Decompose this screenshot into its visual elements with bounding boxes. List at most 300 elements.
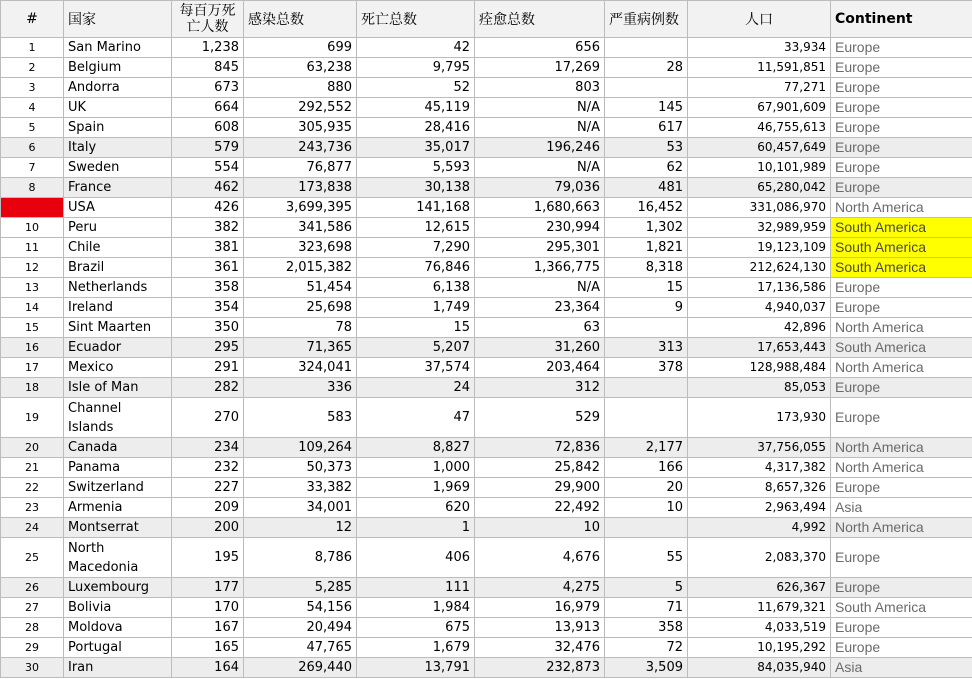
total-deaths-cell[interactable]: 52 [357, 78, 475, 98]
header-deaths-per-million[interactable]: 每百万死亡人数 [172, 1, 244, 38]
total-cases-cell[interactable]: 47,765 [244, 638, 357, 658]
country-cell[interactable]: Italy [64, 138, 172, 158]
total-cases-cell[interactable]: 33,382 [244, 478, 357, 498]
total-deaths-cell[interactable]: 1,749 [357, 298, 475, 318]
header-total-cases[interactable]: 感染总数 [244, 1, 357, 38]
continent-cell[interactable]: Europe [831, 538, 972, 578]
header-row [1, 1, 972, 38]
rank-cell[interactable]: 16 [1, 338, 64, 358]
population-cell[interactable]: 84,035,940 [688, 658, 831, 678]
population-cell[interactable]: 17,653,443 [688, 338, 831, 358]
table-row [1, 78, 972, 98]
population-cell[interactable]: 4,940,037 [688, 298, 831, 318]
table-row [1, 338, 972, 358]
serious-cell[interactable]: 71 [605, 598, 688, 618]
deaths-per-million-cell[interactable]: 232 [172, 458, 244, 478]
total-cases-cell[interactable]: 5,285 [244, 578, 357, 598]
country-cell[interactable]: Andorra [64, 78, 172, 98]
rank-cell[interactable]: 23 [1, 498, 64, 518]
table-row [1, 98, 972, 118]
deaths-per-million-cell[interactable]: 270 [172, 398, 244, 438]
country-cell[interactable]: Peru [64, 218, 172, 238]
country-cell[interactable]: Luxembourg [64, 578, 172, 598]
table-row [1, 158, 972, 178]
continent-cell[interactable]: Asia [831, 658, 972, 678]
total-cases-cell[interactable]: 323,698 [244, 238, 357, 258]
total-deaths-cell[interactable]: 45,119 [357, 98, 475, 118]
total-deaths-cell[interactable]: 1,969 [357, 478, 475, 498]
continent-cell[interactable]: Europe [831, 58, 972, 78]
total-deaths-cell[interactable]: 30,138 [357, 178, 475, 198]
table-row [1, 58, 972, 78]
population-cell[interactable]: 85,053 [688, 378, 831, 398]
deaths-per-million-cell[interactable]: 361 [172, 258, 244, 278]
total-recovered-cell[interactable]: N/A [475, 278, 605, 298]
total-recovered-cell[interactable]: 29,900 [475, 478, 605, 498]
continent-cell[interactable]: North America [831, 438, 972, 458]
deaths-per-million-cell[interactable]: 462 [172, 178, 244, 198]
total-deaths-cell[interactable]: 76,846 [357, 258, 475, 278]
total-cases-cell[interactable]: 54,156 [244, 598, 357, 618]
total-recovered-cell[interactable]: 529 [475, 398, 605, 438]
deaths-per-million-cell[interactable]: 673 [172, 78, 244, 98]
continent-cell[interactable]: Europe [831, 118, 972, 138]
total-deaths-cell[interactable]: 15 [357, 318, 475, 338]
total-recovered-cell[interactable]: 10 [475, 518, 605, 538]
population-cell[interactable]: 11,679,321 [688, 598, 831, 618]
total-recovered-cell[interactable]: 230,994 [475, 218, 605, 238]
country-cell[interactable]: Sint Maarten [64, 318, 172, 338]
serious-cell[interactable]: 1,821 [605, 238, 688, 258]
deaths-per-million-cell[interactable]: 354 [172, 298, 244, 318]
total-recovered-cell[interactable]: 1,680,663 [475, 198, 605, 218]
population-cell[interactable]: 173,930 [688, 398, 831, 438]
total-recovered-cell[interactable]: 196,246 [475, 138, 605, 158]
serious-cell[interactable]: 166 [605, 458, 688, 478]
deaths-per-million-cell[interactable]: 554 [172, 158, 244, 178]
serious-cell[interactable]: 20 [605, 478, 688, 498]
header-total-deaths[interactable]: 死亡总数 [357, 1, 475, 38]
deaths-per-million-cell[interactable]: 350 [172, 318, 244, 338]
table-row [1, 118, 972, 138]
serious-cell[interactable]: 145 [605, 98, 688, 118]
total-recovered-cell[interactable]: 22,492 [475, 498, 605, 518]
rank-cell[interactable]: 13 [1, 278, 64, 298]
serious-cell[interactable]: 358 [605, 618, 688, 638]
total-deaths-cell[interactable]: 35,017 [357, 138, 475, 158]
total-cases-cell[interactable]: 109,264 [244, 438, 357, 458]
total-deaths-cell[interactable]: 13,791 [357, 658, 475, 678]
header-serious[interactable]: 严重病例数 [605, 1, 688, 38]
rank-cell[interactable]: 25 [1, 538, 64, 578]
total-deaths-cell[interactable]: 620 [357, 498, 475, 518]
total-deaths-cell[interactable]: 6,138 [357, 278, 475, 298]
country-cell[interactable]: Sweden [64, 158, 172, 178]
population-cell[interactable]: 128,988,484 [688, 358, 831, 378]
country-cell[interactable]: Portugal [64, 638, 172, 658]
total-recovered-cell[interactable]: 23,364 [475, 298, 605, 318]
table-row [1, 618, 972, 638]
total-cases-cell[interactable]: 51,454 [244, 278, 357, 298]
total-recovered-cell[interactable]: 17,269 [475, 58, 605, 78]
population-cell[interactable]: 19,123,109 [688, 238, 831, 258]
total-cases-cell[interactable]: 50,373 [244, 458, 357, 478]
table-row [1, 578, 972, 598]
serious-cell[interactable]: 378 [605, 358, 688, 378]
total-deaths-cell[interactable]: 1,984 [357, 598, 475, 618]
population-cell[interactable]: 33,934 [688, 38, 831, 58]
rank-cell[interactable]: 11 [1, 238, 64, 258]
serious-cell[interactable]: 55 [605, 538, 688, 578]
continent-cell[interactable]: Europe [831, 298, 972, 318]
country-cell[interactable]: Bolivia [64, 598, 172, 618]
continent-cell[interactable]: South America [831, 218, 972, 238]
population-cell[interactable]: 10,101,989 [688, 158, 831, 178]
total-cases-cell[interactable]: 341,586 [244, 218, 357, 238]
table-row [1, 398, 972, 438]
country-cell[interactable]: Isle of Man [64, 378, 172, 398]
rank-cell[interactable]: 22 [1, 478, 64, 498]
table-row [1, 138, 972, 158]
population-cell[interactable]: 46,755,613 [688, 118, 831, 138]
population-cell[interactable]: 8,657,326 [688, 478, 831, 498]
deaths-per-million-cell[interactable]: 195 [172, 538, 244, 578]
total-deaths-cell[interactable]: 9,795 [357, 58, 475, 78]
deaths-per-million-cell[interactable]: 382 [172, 218, 244, 238]
header-total-recovered[interactable]: 痊愈总数 [475, 1, 605, 38]
total-cases-cell[interactable]: 173,838 [244, 178, 357, 198]
continent-cell[interactable]: North America [831, 518, 972, 538]
header-population[interactable]: 人口 [688, 1, 831, 38]
continent-cell[interactable]: Asia [831, 498, 972, 518]
total-recovered-cell[interactable]: 13,913 [475, 618, 605, 638]
rank-cell[interactable]: 26 [1, 578, 64, 598]
rank-cell[interactable]: 29 [1, 638, 64, 658]
total-recovered-cell[interactable]: N/A [475, 118, 605, 138]
total-cases-cell[interactable]: 8,786 [244, 538, 357, 578]
country-cell[interactable]: Panama [64, 458, 172, 478]
continent-cell[interactable]: Europe [831, 78, 972, 98]
table-row [1, 278, 972, 298]
rank-cell[interactable]: 28 [1, 618, 64, 638]
continent-cell[interactable]: Europe [831, 378, 972, 398]
total-cases-cell[interactable]: 78 [244, 318, 357, 338]
table-row [1, 318, 972, 338]
total-cases-cell[interactable]: 336 [244, 378, 357, 398]
table-row [1, 658, 972, 678]
rank-cell[interactable]: 8 [1, 178, 64, 198]
rank-cell[interactable]: 18 [1, 378, 64, 398]
serious-cell[interactable]: 313 [605, 338, 688, 358]
deaths-per-million-cell[interactable]: 200 [172, 518, 244, 538]
total-cases-cell[interactable]: 583 [244, 398, 357, 438]
deaths-per-million-cell[interactable]: 282 [172, 378, 244, 398]
population-cell[interactable]: 67,901,609 [688, 98, 831, 118]
total-recovered-cell[interactable]: 63 [475, 318, 605, 338]
deaths-per-million-cell[interactable]: 381 [172, 238, 244, 258]
country-cell[interactable]: Ireland [64, 298, 172, 318]
header-rank[interactable]: # [1, 1, 64, 38]
rank-cell[interactable]: 2 [1, 58, 64, 78]
country-cell[interactable]: France [64, 178, 172, 198]
country-cell[interactable]: Netherlands [64, 278, 172, 298]
population-cell[interactable]: 331,086,970 [688, 198, 831, 218]
table-row [1, 178, 972, 198]
rank-cell[interactable]: 12 [1, 258, 64, 278]
country-cell[interactable]: Switzerland [64, 478, 172, 498]
total-deaths-cell[interactable]: 37,574 [357, 358, 475, 378]
population-cell[interactable]: 32,989,959 [688, 218, 831, 238]
serious-cell[interactable]: 2,177 [605, 438, 688, 458]
total-deaths-cell[interactable]: 141,168 [357, 198, 475, 218]
total-recovered-cell[interactable]: 295,301 [475, 238, 605, 258]
total-deaths-cell[interactable]: 7,290 [357, 238, 475, 258]
continent-cell[interactable]: North America [831, 198, 972, 218]
deaths-per-million-cell[interactable]: 234 [172, 438, 244, 458]
total-deaths-cell[interactable]: 24 [357, 378, 475, 398]
serious-cell[interactable]: 53 [605, 138, 688, 158]
total-cases-cell[interactable]: 34,001 [244, 498, 357, 518]
continent-cell[interactable]: North America [831, 458, 972, 478]
rank-cell[interactable]: 3 [1, 78, 64, 98]
deaths-per-million-cell[interactable]: 1,238 [172, 38, 244, 58]
total-cases-cell[interactable]: 20,494 [244, 618, 357, 638]
country-cell[interactable]: Channel Islands [64, 398, 172, 438]
serious-cell[interactable] [605, 38, 688, 58]
continent-cell[interactable]: Europe [831, 398, 972, 438]
rank-cell[interactable]: 21 [1, 458, 64, 478]
table-row [1, 198, 972, 218]
total-recovered-cell[interactable]: 232,873 [475, 658, 605, 678]
continent-cell[interactable]: Europe [831, 178, 972, 198]
total-cases-cell[interactable]: 324,041 [244, 358, 357, 378]
population-cell[interactable]: 4,317,382 [688, 458, 831, 478]
continent-cell[interactable]: Europe [831, 158, 972, 178]
population-cell[interactable]: 212,624,130 [688, 258, 831, 278]
rank-cell[interactable]: 14 [1, 298, 64, 318]
total-recovered-cell[interactable]: 803 [475, 78, 605, 98]
country-cell[interactable]: Chile [64, 238, 172, 258]
population-cell[interactable]: 42,896 [688, 318, 831, 338]
total-recovered-cell[interactable]: 72,836 [475, 438, 605, 458]
population-cell[interactable]: 11,591,851 [688, 58, 831, 78]
deaths-per-million-cell[interactable]: 164 [172, 658, 244, 678]
rank-cell[interactable]: 17 [1, 358, 64, 378]
total-deaths-cell[interactable]: 5,593 [357, 158, 475, 178]
total-deaths-cell[interactable]: 406 [357, 538, 475, 578]
total-deaths-cell[interactable]: 111 [357, 578, 475, 598]
table-row [1, 218, 972, 238]
deaths-per-million-cell[interactable]: 579 [172, 138, 244, 158]
deaths-per-million-cell[interactable]: 426 [172, 198, 244, 218]
continent-cell[interactable]: Europe [831, 98, 972, 118]
table-row [1, 538, 972, 578]
continent-cell[interactable]: South America [831, 258, 972, 278]
country-cell[interactable]: North Macedonia [64, 538, 172, 578]
serious-cell[interactable]: 15 [605, 278, 688, 298]
population-cell[interactable]: 4,033,519 [688, 618, 831, 638]
rank-cell[interactable]: 30 [1, 658, 64, 678]
serious-cell[interactable] [605, 378, 688, 398]
country-cell[interactable]: USA [64, 198, 172, 218]
rank-cell[interactable]: 24 [1, 518, 64, 538]
country-cell[interactable]: Mexico [64, 358, 172, 378]
country-cell[interactable]: Canada [64, 438, 172, 458]
total-recovered-cell[interactable]: 32,476 [475, 638, 605, 658]
population-cell[interactable]: 626,367 [688, 578, 831, 598]
continent-cell[interactable]: Europe [831, 478, 972, 498]
total-cases-cell[interactable]: 292,552 [244, 98, 357, 118]
rank-cell[interactable]: 9 [1, 198, 64, 218]
country-cell[interactable]: Spain [64, 118, 172, 138]
deaths-per-million-cell[interactable]: 608 [172, 118, 244, 138]
total-cases-cell[interactable]: 880 [244, 78, 357, 98]
country-cell[interactable]: San Marino [64, 38, 172, 58]
continent-cell[interactable]: South America [831, 338, 972, 358]
table-row [1, 438, 972, 458]
rank-cell[interactable]: 6 [1, 138, 64, 158]
total-deaths-cell[interactable]: 1,000 [357, 458, 475, 478]
serious-cell[interactable]: 16,452 [605, 198, 688, 218]
deaths-per-million-cell[interactable]: 165 [172, 638, 244, 658]
total-cases-cell[interactable]: 25,698 [244, 298, 357, 318]
total-cases-cell[interactable]: 305,935 [244, 118, 357, 138]
total-recovered-cell[interactable]: 25,842 [475, 458, 605, 478]
serious-cell[interactable]: 8,318 [605, 258, 688, 278]
total-cases-cell[interactable]: 76,877 [244, 158, 357, 178]
total-recovered-cell[interactable]: N/A [475, 158, 605, 178]
deaths-per-million-cell[interactable]: 167 [172, 618, 244, 638]
population-cell[interactable]: 77,271 [688, 78, 831, 98]
header-country[interactable]: 国家 [64, 1, 172, 38]
deaths-per-million-cell[interactable]: 291 [172, 358, 244, 378]
country-cell[interactable]: Brazil [64, 258, 172, 278]
serious-cell[interactable]: 28 [605, 58, 688, 78]
country-cell[interactable]: Belgium [64, 58, 172, 78]
continent-cell[interactable]: North America [831, 318, 972, 338]
total-deaths-cell[interactable]: 47 [357, 398, 475, 438]
serious-cell[interactable] [605, 518, 688, 538]
rank-cell[interactable]: 7 [1, 158, 64, 178]
total-recovered-cell[interactable]: 31,260 [475, 338, 605, 358]
total-cases-cell[interactable]: 3,699,395 [244, 198, 357, 218]
serious-cell[interactable]: 9 [605, 298, 688, 318]
continent-cell[interactable]: Europe [831, 38, 972, 58]
population-cell[interactable]: 10,195,292 [688, 638, 831, 658]
serious-cell[interactable] [605, 398, 688, 438]
deaths-per-million-cell[interactable]: 177 [172, 578, 244, 598]
total-cases-cell[interactable]: 269,440 [244, 658, 357, 678]
table-row [1, 518, 972, 538]
serious-cell[interactable]: 617 [605, 118, 688, 138]
total-deaths-cell[interactable]: 28,416 [357, 118, 475, 138]
rank-cell[interactable]: 5 [1, 118, 64, 138]
deaths-per-million-cell[interactable]: 209 [172, 498, 244, 518]
population-cell[interactable]: 2,963,494 [688, 498, 831, 518]
country-cell[interactable]: Iran [64, 658, 172, 678]
total-cases-cell[interactable]: 243,736 [244, 138, 357, 158]
serious-cell[interactable]: 72 [605, 638, 688, 658]
total-recovered-cell[interactable]: 203,464 [475, 358, 605, 378]
total-recovered-cell[interactable]: 312 [475, 378, 605, 398]
continent-cell[interactable]: Europe [831, 638, 972, 658]
total-recovered-cell[interactable]: 4,275 [475, 578, 605, 598]
continent-cell[interactable]: Europe [831, 618, 972, 638]
rank-cell[interactable]: 19 [1, 398, 64, 438]
rank-cell[interactable]: 10 [1, 218, 64, 238]
total-deaths-cell[interactable]: 42 [357, 38, 475, 58]
total-cases-cell[interactable]: 71,365 [244, 338, 357, 358]
serious-cell[interactable]: 1,302 [605, 218, 688, 238]
serious-cell[interactable]: 10 [605, 498, 688, 518]
country-cell[interactable]: Armenia [64, 498, 172, 518]
deaths-per-million-cell[interactable]: 170 [172, 598, 244, 618]
population-cell[interactable]: 65,280,042 [688, 178, 831, 198]
country-cell[interactable]: Moldova [64, 618, 172, 638]
deaths-per-million-cell[interactable]: 358 [172, 278, 244, 298]
continent-cell[interactable]: Europe [831, 278, 972, 298]
deaths-per-million-cell[interactable]: 845 [172, 58, 244, 78]
total-recovered-cell[interactable]: 1,366,775 [475, 258, 605, 278]
country-cell[interactable]: Ecuador [64, 338, 172, 358]
serious-cell[interactable] [605, 318, 688, 338]
population-cell[interactable]: 4,992 [688, 518, 831, 538]
total-deaths-cell[interactable]: 675 [357, 618, 475, 638]
total-cases-cell[interactable]: 63,238 [244, 58, 357, 78]
population-cell[interactable]: 2,083,370 [688, 538, 831, 578]
rank-cell[interactable]: 4 [1, 98, 64, 118]
table-row [1, 598, 972, 618]
deaths-per-million-cell[interactable]: 227 [172, 478, 244, 498]
country-cell[interactable]: Montserrat [64, 518, 172, 538]
total-recovered-cell[interactable]: 4,676 [475, 538, 605, 578]
total-recovered-cell[interactable]: N/A [475, 98, 605, 118]
serious-cell[interactable]: 3,509 [605, 658, 688, 678]
total-recovered-cell[interactable]: 656 [475, 38, 605, 58]
total-cases-cell[interactable]: 12 [244, 518, 357, 538]
total-deaths-cell[interactable]: 1,679 [357, 638, 475, 658]
header-continent[interactable]: Continent [831, 1, 972, 38]
rank-cell[interactable]: 20 [1, 438, 64, 458]
serious-cell[interactable]: 5 [605, 578, 688, 598]
population-cell[interactable]: 37,756,055 [688, 438, 831, 458]
serious-cell[interactable]: 62 [605, 158, 688, 178]
total-deaths-cell[interactable]: 8,827 [357, 438, 475, 458]
serious-cell[interactable] [605, 78, 688, 98]
total-deaths-cell[interactable]: 5,207 [357, 338, 475, 358]
rank-cell[interactable]: 15 [1, 318, 64, 338]
total-recovered-cell[interactable]: 79,036 [475, 178, 605, 198]
total-recovered-cell[interactable]: 16,979 [475, 598, 605, 618]
rank-cell[interactable]: 27 [1, 598, 64, 618]
rank-cell[interactable]: 1 [1, 38, 64, 58]
deaths-per-million-cell[interactable]: 295 [172, 338, 244, 358]
total-cases-cell[interactable]: 699 [244, 38, 357, 58]
total-cases-cell[interactable]: 2,015,382 [244, 258, 357, 278]
deaths-per-million-cell[interactable]: 664 [172, 98, 244, 118]
population-cell[interactable]: 60,457,649 [688, 138, 831, 158]
continent-cell[interactable]: Europe [831, 578, 972, 598]
total-deaths-cell[interactable]: 1 [357, 518, 475, 538]
country-cell[interactable]: UK [64, 98, 172, 118]
serious-cell[interactable]: 481 [605, 178, 688, 198]
continent-cell[interactable]: Europe [831, 138, 972, 158]
continent-cell[interactable]: South America [831, 238, 972, 258]
total-deaths-cell[interactable]: 12,615 [357, 218, 475, 238]
population-cell[interactable]: 17,136,586 [688, 278, 831, 298]
continent-cell[interactable]: South America [831, 598, 972, 618]
continent-cell[interactable]: North America [831, 358, 972, 378]
